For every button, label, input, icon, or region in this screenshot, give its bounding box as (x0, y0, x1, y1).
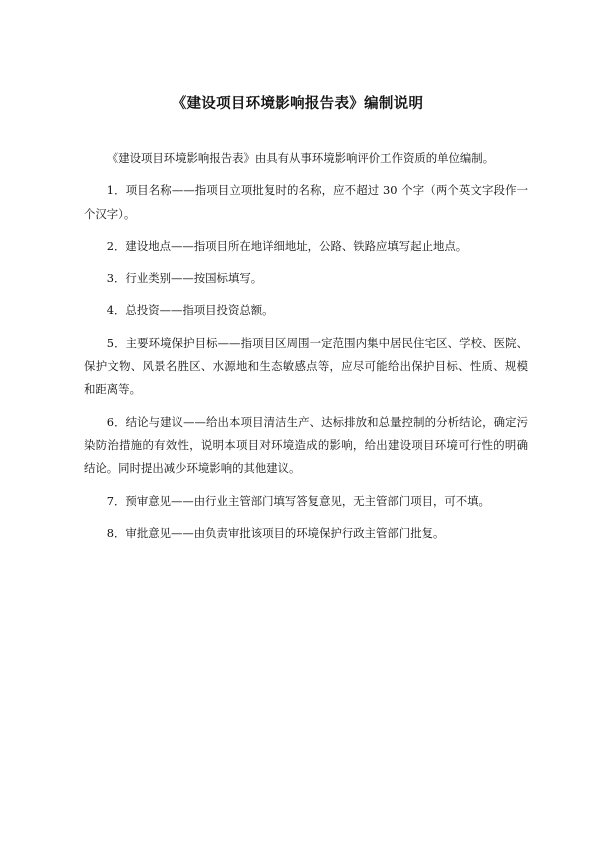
paragraph-conclusions: 6．结论与建议——给出本项目清洁生产、达标排放和总量控制的分析结论，确定污染防治措施的有效性，说明本项目对环境造成的影响，给出建设项目环境可行性的明确结论。同时提出减少环境影响的其他建议。 (84, 414, 528, 476)
paragraph-protection-targets: 5．主要环境保护目标——指项目区周围一定范围内集中居民住宅区、学校、医院、保护文物、风景名胜区、水源地和生态敏感点等，应尽可能给出保护目标、性质、规模和距离等。 (84, 335, 528, 397)
document-title: 《建设项目环境影响报告表》编制说明 (171, 96, 424, 112)
document-body (84, 147, 528, 554)
paragraph-total-investment: 4．总投资——指项目投资总额。 (106, 303, 274, 318)
paragraph-industry-category: 3．行业类别——按国标填写。 (106, 271, 263, 286)
paragraph-pre-review: 7．预审意见——由行业主管部门填写答复意见，无主管部门项目，可不填。 (106, 493, 490, 508)
paragraph-project-name: 1．项目名称——指项目立项批复时的名称，应不超过 30 个字（两个英文字段作一个汉字）。 (84, 183, 528, 221)
paragraph-construction-site: 2．建设地点——指项目所在地详细地址，公路、铁路应填写起止地点。 (106, 238, 468, 253)
paragraph-intro: 《建设项目环境影响报告表》由具有从事环境影响评价工作资质的单位编制。 (106, 151, 495, 165)
paragraph-approval: 8．审批意见——由负责审批该项目的环境保护行政主管部门批复。 (106, 525, 445, 540)
